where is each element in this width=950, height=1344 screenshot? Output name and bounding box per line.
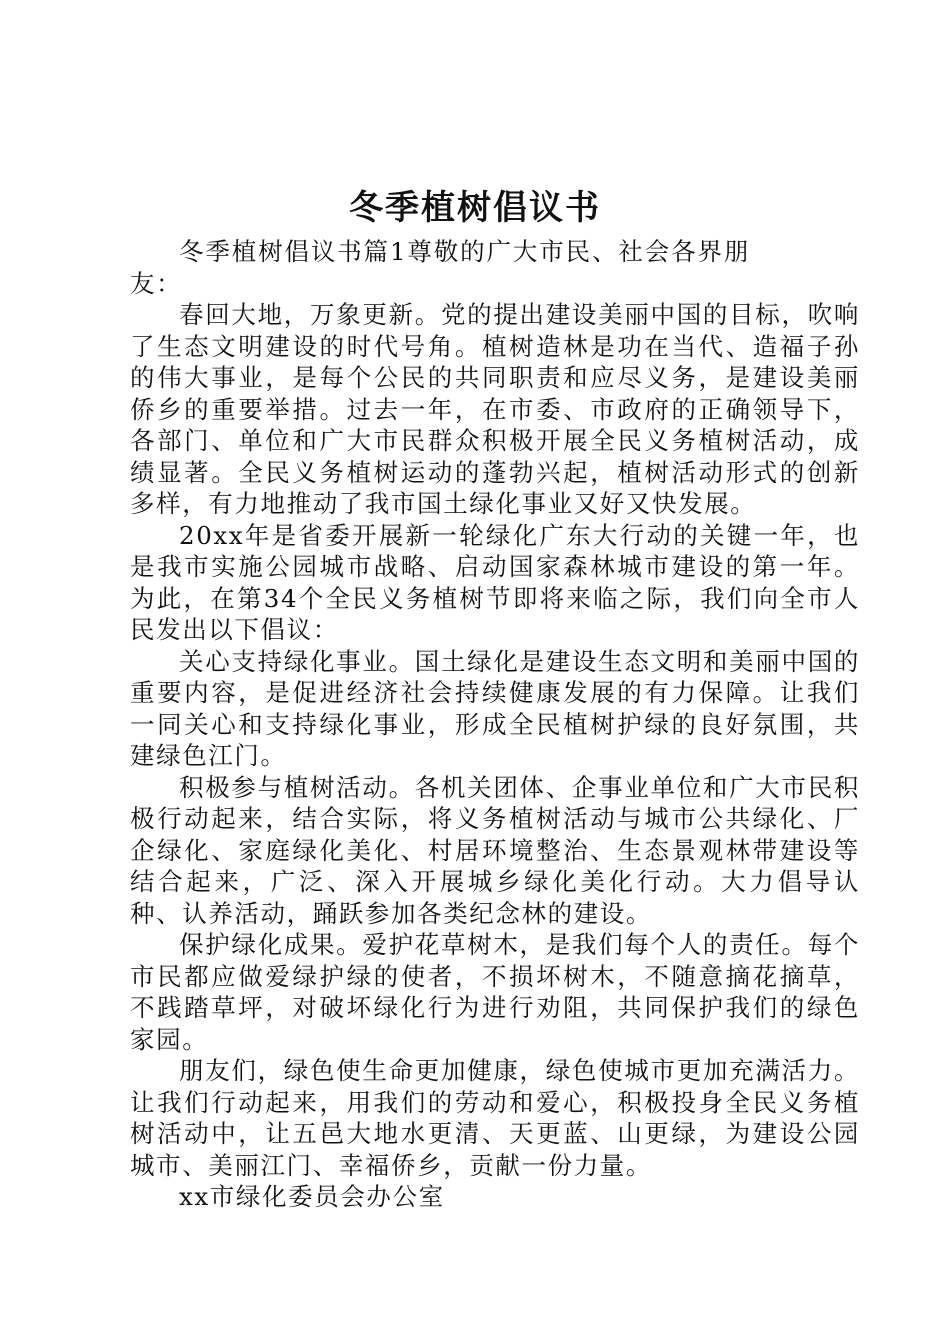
body-paragraph: 保护绿化成果。爱护花草树木，是我们每个人的责任。每个市民都应做爱绿护绿的使者，不损坏树木，不随意摘花摘草，不践踏草坪，对破坏绿化行为进行劝阻，共同保护我们的绿色家园。 [130, 930, 860, 1054]
signature: xx市绿化委员会办公室 [179, 1182, 445, 1211]
body-paragraph: 春回大地，万象更新。党的提出建设美丽中国的目标，吹响了生态文明建设的时代号角。植树造林是功在当代、造福子孙的伟大事业，是每个公民的共同职责和应尽义务，是建设美丽侨乡的重要举措。过去一年，在市委、市政府的正确领导下，各部门、单位和广大市民群众积极开展全民义务植树活动，成绩显著。全民义务植树运动的蓬勃兴起，植树活动形式的创新多样，有力地推动了我市国土绿化事业又好又快发展。 [130, 300, 860, 518]
body-paragraph: 积极参与植树活动。各机关团体、企事业单位和广大市民积极行动起来，结合实际，将义务植树活动与城市公共绿化、厂企绿化、家庭绿化美化、村居环境整治、生态景观林带建设等结合起来，广泛、深入开展城乡绿化美化行动。大力倡导认种、认养活动，踊跃参加各类纪念林的建设。 [130, 772, 860, 928]
intro-paragraph: 冬季植树倡议书篇1尊敬的广大市民、社会各界朋友： [130, 237, 750, 298]
document-body [130, 236, 860, 1213]
body-paragraph: 关心支持绿化事业。国土绿化是建设生态文明和美丽中国的重要内容，是促进经济社会持续健康发展的有力保障。让我们一同关心和支持绿化事业，形成全民植树护绿的良好氛围，共建绿色江门。 [130, 646, 860, 770]
document-title: 冬季植树倡议书 [349, 188, 601, 228]
body-paragraph: 朋友们，绿色使生命更加健康，绿色使城市更加充满活力。让我们行动起来，用我们的劳动和爱心，积极投身全民义务植树活动中，让五邑大地水更清、天更蓝、山更绿，为建设公园城市、美丽江门、幸福侨乡，贡献一份力量。 [130, 1056, 860, 1180]
body-paragraph: 20xx年是省委开展新一轮绿化广东大行动的关键一年，也是我市实施公园城市战略、启动国家森林城市建设的第一年。为此，在第34个全民义务植树节即将来临之际，我们向全市人民发出以下倡议： [130, 520, 860, 644]
